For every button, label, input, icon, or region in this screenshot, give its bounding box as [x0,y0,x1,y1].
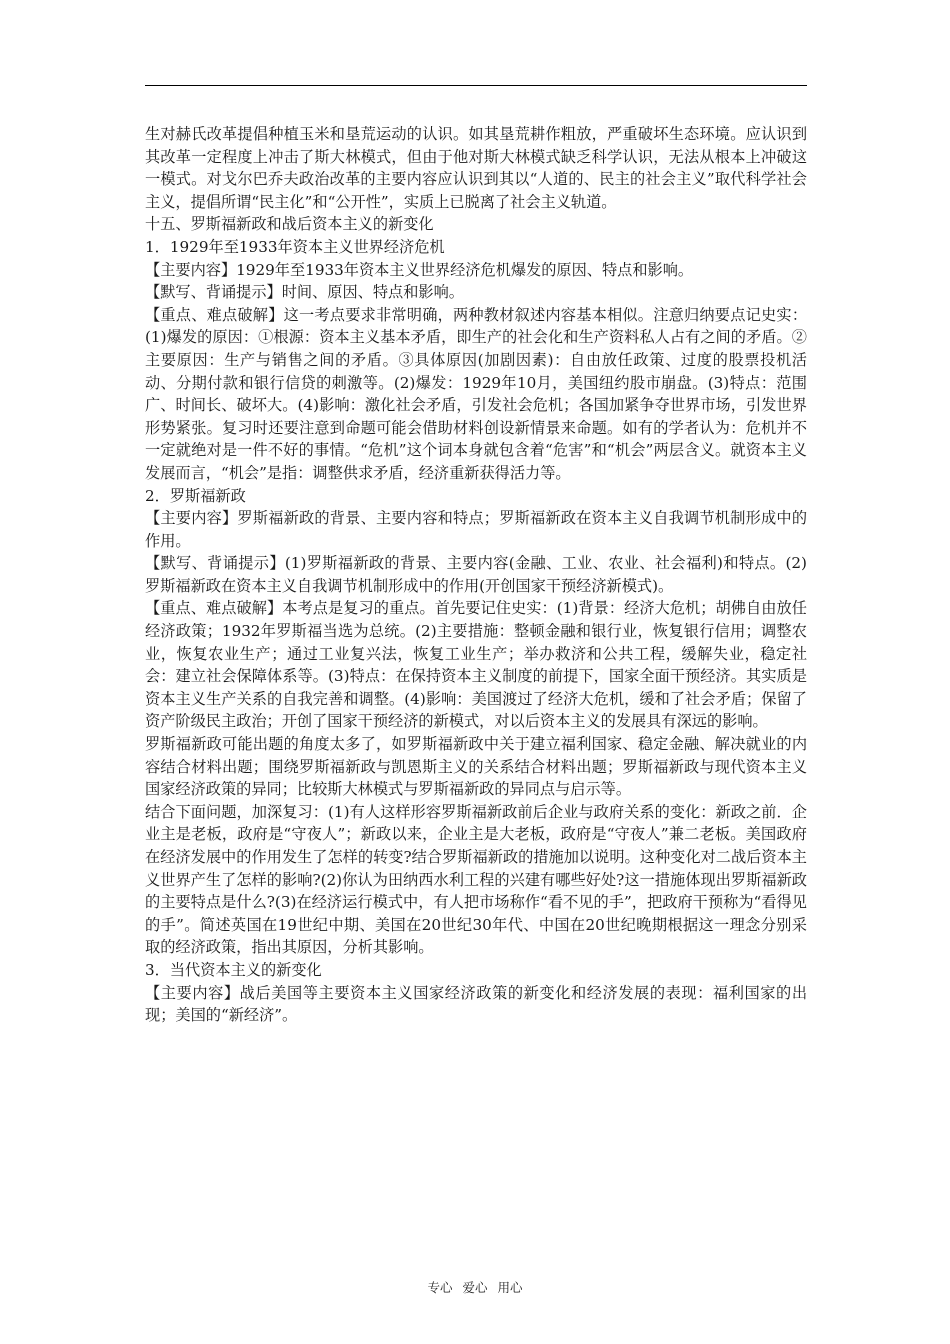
header-rule [145,85,807,86]
subheading-contemporary-capitalism: 3．当代资本主义的新变化 [145,960,322,979]
paragraph-contemporary-main-content: 【主要内容】战后美国等主要资本主义国家经济政策的新变化和经济发展的表现：福利国家的出现；美国的“新经济”。 [145,983,807,1025]
paragraph-new-deal-memorize: 【默写、背诵提示】(1)罗斯福新政的背景、主要内容(金融、工业、农业、社会福利)和特点。(2)罗斯福新政在资本主义自我调节机制形成中的作用(开创国家干预经济新模式)。 [145,554,807,595]
paragraph-review-questions: 结合下面问题，加深复习：(1)有人这样形容罗斯福新政前后企业与政府关系的变化：新政之前．企业主是老板，政府是“守夜人”；新政以来，企业主是大老板，政府是“守夜人”兼二老板。美国政府在经济发展中的作用发生了怎样的转变?结合罗斯福新政的措施加以说明。这种变化对二战后资本主义世界产生了怎样的影响?(2)你认为田纳西水利工程的兴建有哪些好处?这一措施体现出罗斯福新政的主要特点是什么?(3)在经济运行模式中，有人把市场称作“看不见的手”，把政府干预称为“看得见的手”。简述英国在19世纪中期、美国在20世纪30年代、中国在20世纪晚期根据这一理念分别采取的经济政策，指出其原因，分析其影响。 [145,802,807,957]
section-heading-15: 十五、罗斯福新政和战后资本主义的新变化 [145,215,434,234]
document-body [145,123,807,1027]
page-footer: 专心 爱心 用心 [427,1280,523,1295]
subheading-new-deal: 2．罗斯福新政 [145,486,246,505]
paragraph-crisis-key-points: 【重点、难点破解】这一考点要求非常明确，两种教材叙述内容基本相似。注意归纳要点记史实：(1)爆发的原因：①根源：资本主义基本矛盾，即生产的社会化和生产资料私人占有之间的矛盾。②主要原因：生产与销售之间的矛盾。③具体原因(加剧因素)：自由放任政策、过度的股票投机活动、分期付款和银行信贷的刺激等。(2)爆发：1929年10月，美国纽约股市崩盘。(3)特点：范围广、时间长、破坏大。(4)影响：激化社会矛盾，引发社会危机；各国加紧争夺世界市场，引发世界形势紧张。复习时还要注意到命题可能会借助材料创设新情景来命题。如有的学者认为：危机并不一定就绝对是一件不好的事情。“危机”这个词本身就包含着“危害”和“机会”两层含义。就资本主义发展而言，“机会”是指：调整供求矛盾，经济重新获得活力等。 [145,305,807,482]
subheading-economic-crisis: 1．1929年至1933年资本主义世界经济危机 [145,237,445,256]
paragraph-crisis-memorize: 【默写、背诵提示】时间、原因、特点和影响。 [145,283,464,302]
paragraph-new-deal-key-points: 【重点、难点破解】本考点是复习的重点。首先要记住史实：(1)背景：经济大危机；胡佛自由放任经济政策；1932年罗斯福当选为总统。(2)主要措施：整顿金融和银行业，恢复银行信用；调整农业，恢复农业生产；通过工业复兴法，恢复工业生产；举办救济和公共工程，缓解失业，稳定社会：建立社会保障体系等。(3)特点：在保持资本主义制度的前提下，国家全面干预经济。其实质是资本主义生产关系的自我完善和调整。(4)影响：美国渡过了经济大危机，缓和了社会矛盾；保留了资产阶级民主政治；开创了国家干预经济的新模式，对以后资本主义的发展具有深远的影响。 [145,599,807,731]
paragraph-gorbachev-reform: 生对赫氏改革提倡种植玉米和垦荒运动的认识。如其垦荒耕作粗放，严重破坏生态环境。应认识到其改革一定程度上冲击了斯大林模式，但由于他对斯大林模式缺乏科学认识，无法从根本上冲破这一模式。对戈尔巴乔夫政治改革的主要内容应认识到其以“人道的、民主的社会主义”取代科学社会主义，提倡所谓“民主化”和“公开性”，实质上已脱离了社会主义轨道。 [145,125,807,211]
paragraph-new-deal-angles: 罗斯福新政可能出题的角度太多了，如罗斯福新政中关于建立福利国家、稳定金融、解决就业的内容结合材料出题；围绕罗斯福新政与凯恩斯主义的关系结合材料出题；罗斯福新政与现代资本主义国家经济政策的异同；比较斯大林模式与罗斯福新政的异同点与启示等。 [145,735,807,799]
paragraph-crisis-main-content: 【主要内容】1929年至1933年资本主义世界经济危机爆发的原因、特点和影响。 [145,260,694,279]
paragraph-new-deal-main-content: 【主要内容】罗斯福新政的背景、主要内容和特点；罗斯福新政在资本主义自我调节机制形成中的作用。 [145,509,807,550]
